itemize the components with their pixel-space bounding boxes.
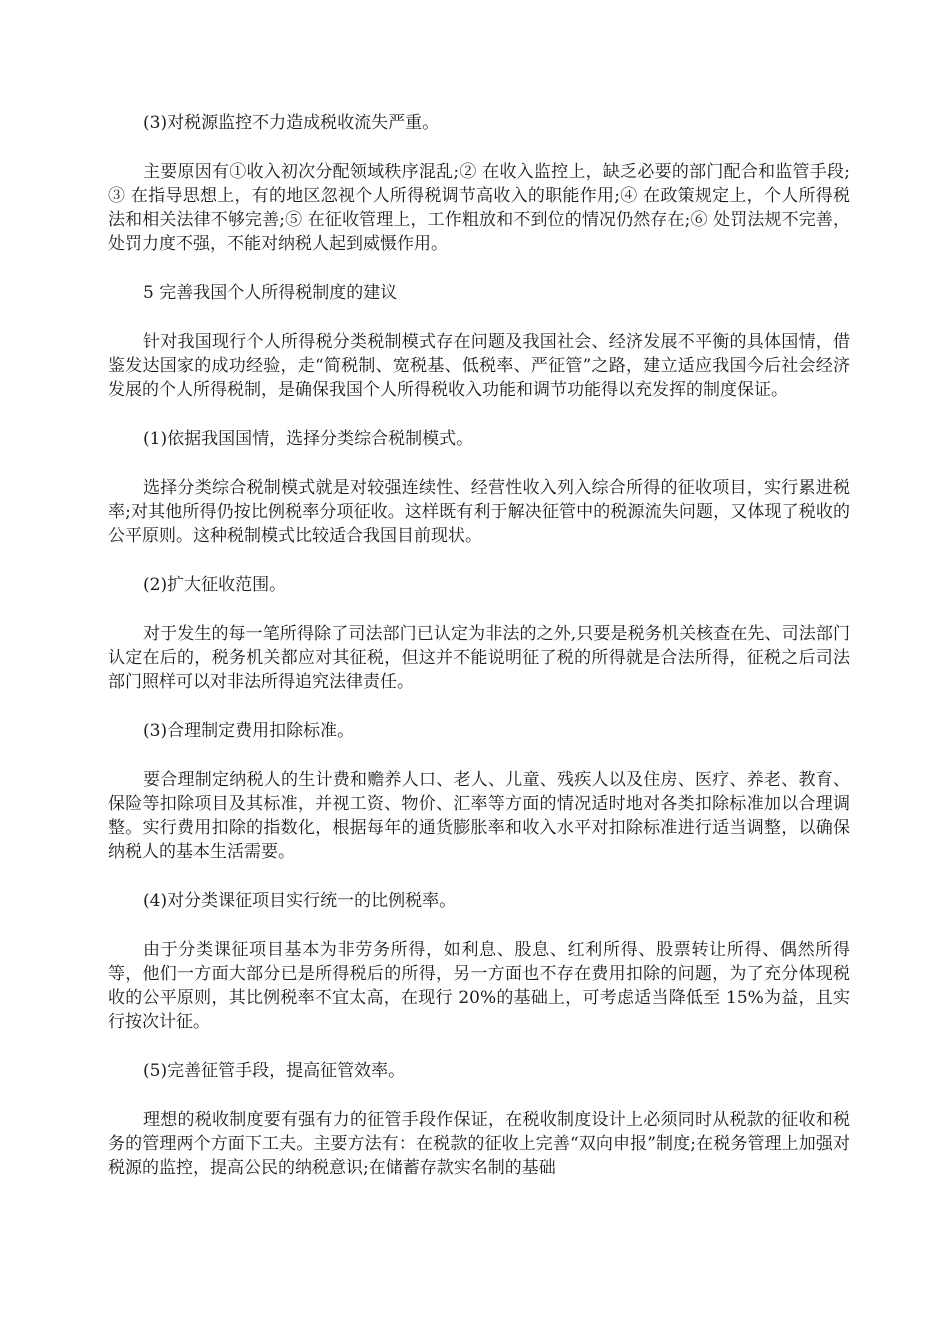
paragraph-uniform-rate: 由于分类课征项目基本为非劳务所得，如利息、股息、红利所得、股票转让所得、偶然所得等，他们一方面大部分已是所得税后的所得，另一方面也不存在费用扣除的问题，为了充分体现税收的公平原则，其比例税率不宜太高，在现行 20%的基础上，可考虑适当降低至 15%为益，且实行按次计征。	[108, 940, 850, 1032]
paragraph-expand-scope: 对于发生的每一笔所得除了司法部门已认定为非法的之外,只要是税务机关核查在先、司法部门认定在后的，税务机关都应对其征税，但这并不能说明征了税的所得就是合法所得，征税之后司法部门照样可以对非法所得追究法律责任。	[108, 624, 850, 692]
subheading-tax-source-monitoring: (3)对税源监控不力造成税收流失严重。	[143, 113, 440, 133]
subheading-tax-model: (1)依据我国国情，选择分类综合税制模式。	[143, 429, 474, 449]
paragraph-suggestions-intro: 针对我国现行个人所得税分类税制模式存在问题及我国社会、经济发展不平衡的具体国情，借鉴发达国家的成功经验，走“简税制、宽税基、低税率、严征管”之路，建立适应我国今后社会经济发展的个人所得税制，是确保我国个人所得税收入功能和调节功能得以充发挥的制度保证。	[108, 332, 850, 400]
subheading-collection-means: (5)完善征管手段，提高征管效率。	[143, 1061, 406, 1081]
paragraph-tax-model: 选择分类综合税制模式就是对较强连续性、经营性收入列入综合所得的征收项目，实行累进税率;对其他所得仍按比例税率分项征收。这样既有利于解决征管中的税源流失问题，又体现了税收的公平原则。这种税制模式比较适合我国目前现状。	[108, 478, 850, 546]
section-heading-suggestions: 5 完善我国个人所得税制度的建议	[143, 283, 398, 303]
subheading-uniform-rate: (4)对分类课征项目实行统一的比例税率。	[143, 891, 457, 911]
paragraph-deduction-standard: 要合理制定纳税人的生计费和赡养人口、老人、儿童、残疾人以及住房、医疗、养老、教育、保险等扣除项目及其标准，并视工资、物价、汇率等方面的情况适时地对各类扣除标准加以合理调整。实行费用扣除的指数化，根据每年的通货膨胀率和收入水平对扣除标准进行适当调整，以确保纳税人的基本生活需要。	[108, 770, 850, 862]
paragraph-collection-means: 理想的税收制度要有强有力的征管手段作保证，在税收制度设计上必须同时从税款的征收和税务的管理两个方面下工夫。主要方法有：在税款的征收上完善“双向申报”制度;在税务管理上加强对税源的监控，提高公民的纳税意识;在储蓄存款实名制的基础	[108, 1110, 850, 1178]
subheading-expand-scope: (2)扩大征收范围。	[143, 575, 287, 595]
paragraph-main-reasons: 主要原因有①收入初次分配领域秩序混乱;② 在收入监控上，缺乏必要的部门配合和监管手段;③ 在指导思想上，有的地区忽视个人所得税调节高收入的职能作用;④ 在政策规定上，个人所得税法和相关法律不够完善;⑤ 在征收管理上，工作粗放和不到位的情况仍然存在;⑥ 处罚法规不完善，处罚力度不强，不能对纳税人起到威慑作用。	[108, 162, 850, 254]
subheading-deduction-standard: (3)合理制定费用扣除标准。	[143, 721, 355, 741]
